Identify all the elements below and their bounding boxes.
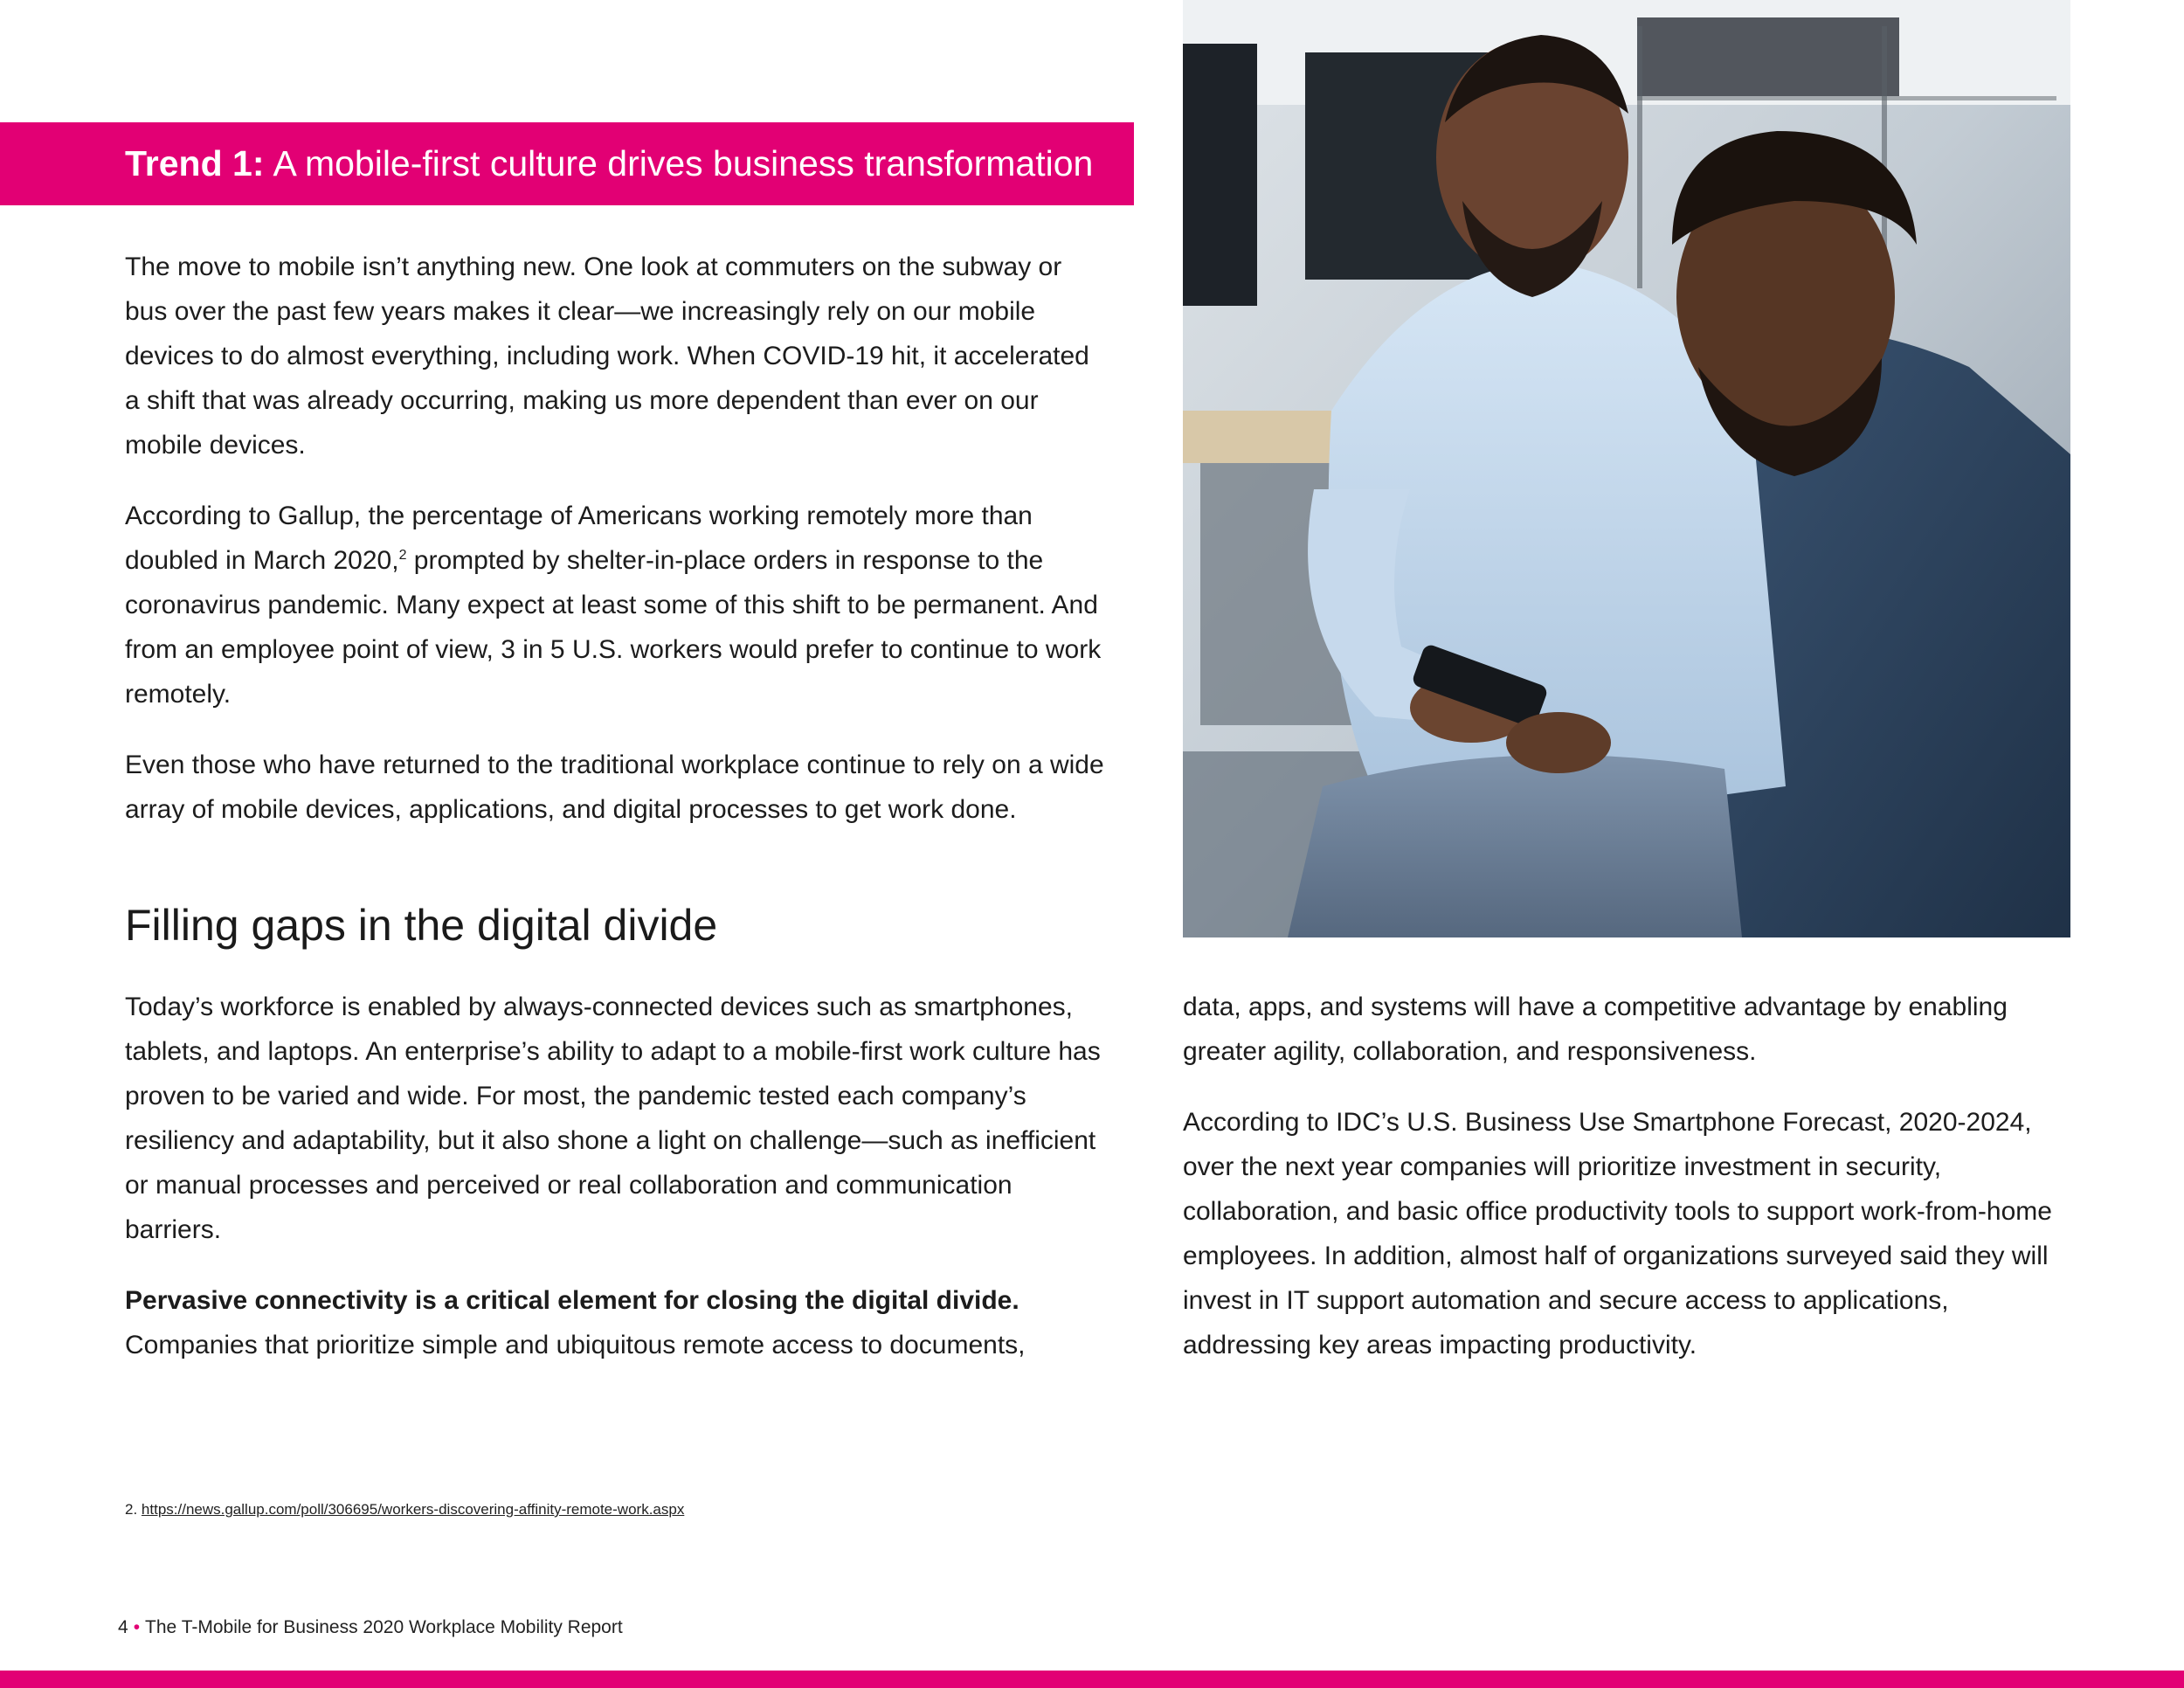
section-right-paragraph-1: data, apps, and systems will have a competitive advantage by enabling greater agility, collaboration, and responsiveness. — [1183, 993, 2008, 1066]
bottom-brand-bar — [0, 1671, 2184, 1688]
section-left-column — [125, 985, 1108, 1394]
footnote-reference[interactable]: 2 — [398, 548, 407, 563]
page-number: 4 — [118, 1617, 128, 1637]
footnote — [125, 1501, 684, 1519]
intro-paragraph-3: Even those who have returned to the traditional workplace continue to rely on a wide array of mobile devices, applications, and digital processes to get work done. — [125, 751, 1104, 824]
section-left-paragraph-2-rest: Companies that prioritize simple and ubiquitous remote access to documents, — [125, 1331, 1026, 1359]
section-right-paragraph-2: According to IDC’s U.S. Business Use Smartphone Forecast, 2020-2024, over the next year companies will prioritize investment in security, collaboration, and basic office productivity tools to support work-from-home employees. In addition, almost half of organizations surveyed said they will invest in IT support automation and secure access to applications, addressing key areas impacting productivity. — [1183, 1108, 2052, 1359]
trend-banner — [0, 122, 1134, 205]
section-left-paragraph-2 — [125, 1278, 1108, 1367]
intro-paragraph-2-text-b: prompted by shelter-in-place orders in response to the coronavirus pandemic. Many expect at least some of this shift to be permanent. And from an employee point of view, 3 in 5 U.S. workers would prefer to continue to work remotely. — [125, 546, 1102, 709]
footer-separator: • — [133, 1617, 141, 1637]
intro-paragraph-2 — [125, 494, 1108, 716]
trend-separator: : — [252, 143, 265, 183]
trend-label: Trend 1 — [125, 143, 252, 183]
intro-paragraph-2-text-a: According to Gallup, the percentage of Americans working remotely more than doubled in March 2020, — [125, 502, 1033, 575]
section-bold-lead: Pervasive connectivity is a critical element for closing the digital divide. — [125, 1286, 1019, 1315]
intro-column — [125, 245, 1108, 858]
section-heading: Filling gaps in the digital divide — [125, 901, 718, 950]
office-workers-photo — [1183, 0, 2070, 937]
report-title: The T-Mobile for Business 2020 Workplace Mobility Report — [145, 1617, 623, 1637]
footnote-link[interactable]: https://news.gallup.com/poll/306695/workers-discovering-affinity-remote-work.aspx — [141, 1501, 685, 1518]
page-footer — [118, 1617, 623, 1638]
section-right-column — [1183, 985, 2056, 1394]
intro-paragraph-1: The move to mobile isn’t anything new. One look at commuters on the subway or bus over the past few years makes it clear—we increasingly rely on our mobile devices to do almost everything, including work. When COVID-19 hit, it accelerated a shift that was already occurring, making us more dependent than ever on our mobile devices. — [125, 253, 1089, 460]
section-left-paragraph-1: Today’s workforce is enabled by always-connected devices such as smartphones, tablets, and laptops. An enterprise’s ability to adapt to a mobile-first work culture has proven to be varied and wide. For most, the pandemic tested each company’s resiliency and adaptability, but it also shone a light on challenge—such as inefficient or manual processes and perceived or real collaboration and communication barriers. — [125, 993, 1101, 1244]
footnote-number: 2. — [125, 1501, 138, 1518]
trend-title: A mobile-first culture drives business transformation — [273, 143, 1094, 183]
